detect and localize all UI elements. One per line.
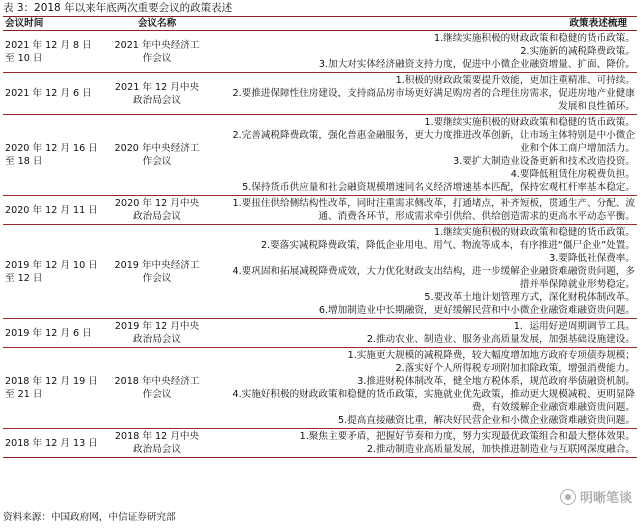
meeting-name-cell-line: 作会议: [142, 156, 172, 167]
policy-cell: [211, 225, 637, 319]
header-meeting-time: 会议时间: [3, 17, 103, 31]
meeting-date-cell-line: 2019 年 12 月 10 日: [5, 259, 98, 271]
meeting-name-cell-line: 2019 年 12 月中央: [114, 321, 200, 332]
meeting-date-cell: [3, 73, 103, 115]
table-header-row: [3, 17, 637, 31]
policy-cell-line: 2.落实好个人所得税专项附加扣除政策，增强消费能力。: [395, 363, 635, 374]
policy-cell-line: 1.实施更大规模的减税降费，较大幅度增加地方政府专项债券规模；: [347, 350, 635, 361]
meeting-name-cell: [103, 319, 211, 348]
policy-cell-line: 2.推动农业、制造业、服务业高质量发展，加强基础设施建设。: [366, 334, 635, 345]
watermark: [560, 487, 632, 506]
table-row: [3, 319, 637, 348]
policy-cell-line: 1.要继续实施积极的财政政策和稳健的货币政策。: [424, 117, 635, 128]
table-row: [3, 115, 637, 196]
policy-cell-line: 6.增加制造业中长期融资，更好缓解民营和中小微企业融资难融资贵问题。: [318, 305, 635, 316]
policy-cell-line: 1.继续实施积极的财政政策和稳健的货币政策。: [433, 227, 635, 238]
meeting-name-cell-line: 2018 年中央经济工: [114, 376, 200, 387]
meeting-date-cell: [3, 115, 103, 196]
meeting-date-cell-line: 2019 年 12 月 6 日: [5, 327, 92, 339]
meeting-name-cell: [103, 348, 211, 429]
meeting-name-cell-line: 政治局会议: [133, 211, 181, 222]
policy-cell-line: 1．运用好逆周期调节工具。: [513, 321, 635, 332]
meeting-name-cell-line: 2019 年中央经济工: [114, 259, 200, 271]
meeting-date-cell: [3, 429, 103, 458]
header-meeting-name: 会议名称: [103, 17, 211, 31]
header-policy-summary: 政策表述梳理: [211, 17, 637, 31]
meeting-date-cell-line: 2018 年 12 月 19 日: [5, 376, 98, 387]
meeting-name-cell: [103, 31, 211, 73]
table-row: [3, 31, 637, 73]
meeting-name-cell: [103, 225, 211, 319]
meeting-date-cell: [3, 31, 103, 73]
policy-cell-line: 1.积极的财政政策要提升效能，更加注重精准、可持续。: [395, 75, 635, 86]
meeting-date-cell-line: 至 12 日: [5, 272, 43, 284]
policy-cell: [211, 348, 637, 429]
meeting-name-cell-line: 作会议: [142, 52, 172, 64]
policy-cell-line: 业和个体工商户增加活力。: [519, 143, 635, 154]
meeting-name-cell-line: 政治局会议: [133, 444, 181, 455]
policy-cell-line: 2.要落实减税降费政策，降低企业用电、用气、物流等成本，有序推进“僵尸企业”处置。: [260, 240, 635, 251]
meeting-name-cell-line: 2021 年 12 月中央: [114, 81, 200, 93]
policy-cell-line: 费，有效缓解企业融资难融资贵问题。: [471, 402, 635, 413]
meeting-date-cell: [3, 196, 103, 225]
meeting-name-cell: [103, 196, 211, 225]
source-note: 资料来源：中国政府网，中信证券研究部: [3, 512, 176, 523]
meeting-name-cell-line: 政治局会议: [133, 334, 181, 345]
meeting-date-cell-line: 至 18 日: [5, 156, 43, 167]
meeting-name-cell-line: 2020 年中央经济工: [114, 143, 200, 154]
policy-cell-line: 5.提高直接融资比重，解决好民营企业和小微企业融资难融资贵问题。: [338, 415, 635, 426]
table-body: [3, 31, 637, 458]
meeting-date-cell-line: 2021 年 12 月 8 日: [5, 39, 92, 51]
policy-cell-line: 4.实施好积极的财政政策和稳健的货币政策，实施就业优先政策，推动更大规模减税、更明显降: [232, 389, 635, 400]
meeting-name-cell-line: 作会议: [142, 389, 172, 400]
meeting-date-cell: [3, 225, 103, 319]
policy-cell-line: 3.要降低社保费率。: [549, 253, 635, 264]
policy-cell-line: 5.保持货币供应量和社会融资规模增速同名义经济增速基本匹配，保持宏观杠杆率基本稳定。: [242, 182, 635, 193]
meeting-name-cell-line: 政治局会议: [133, 94, 181, 106]
table-row: [3, 73, 637, 115]
policy-cell: [211, 73, 637, 115]
policy-cell-line: 2.完善减税降费政策，强化普惠金融服务，更大力度推进改革创新，让市场主体特别是中小微企: [232, 130, 635, 141]
meeting-name-cell-line: 作会议: [142, 272, 172, 284]
policy-cell-line: 2.推动制造业高质量发展，加快推进制造业与互联网深度融合。: [366, 444, 635, 455]
policy-cell-line: 措并举保障就业形势稳定。: [519, 279, 635, 290]
policy-cell: [211, 31, 637, 73]
policy-cell-line: 4.要降低租赁住房税费负担。: [510, 169, 635, 180]
policy-cell-line: 3.加大对实体经济融资支持力度，促进中小微企业融资增量、扩面、降价。: [318, 59, 635, 70]
meeting-name-cell: [103, 115, 211, 196]
table-row: [3, 348, 637, 429]
meeting-name-cell: [103, 429, 211, 458]
table-caption: 表 3：2018 年以来年底两次重要会议的政策表述: [3, 2, 233, 14]
policy-cell-line: 通、消费各环节，形成需求牵引供给、供给创造需求的更高水平动态平衡。: [318, 211, 635, 222]
table-row: [3, 225, 637, 319]
meeting-date-cell-line: 2020 年 12 月 11 日: [5, 204, 98, 216]
policy-cell-line: 1.继续实施积极的财政政策和稳健的货币政策。: [433, 33, 635, 44]
policy-cell-line: 5.要改革土地计划管理方式，深化财税体制改革。: [424, 292, 635, 303]
table-row: [3, 429, 637, 458]
policy-table: [3, 16, 637, 458]
policy-cell-line: 3.要扩大制造业设备更新和技术改造投资。: [453, 156, 635, 167]
policy-cell: [211, 115, 637, 196]
meeting-date-cell-line: 2018 年 12 月 13 日: [5, 437, 98, 449]
policy-cell-line: 1.要扭住供给侧结构性改革，同时注重需求侧改革，打通堵点，补齐短板，贯通生产、分配、流: [232, 198, 635, 209]
policy-cell-line: 3.推进财税体制改革，健全地方税体系，规范政府举债融资机制。: [357, 376, 635, 387]
meeting-date-cell-line: 至 21 日: [5, 389, 43, 400]
meeting-date-cell-line: 2021 年 12 月 6 日: [5, 88, 92, 99]
policy-cell-line: 2.实施新的减税降费政策。: [520, 46, 635, 57]
meeting-name-cell: [103, 73, 211, 115]
meeting-date-cell-line: 2020 年 12 月 16 日: [5, 143, 98, 154]
table-row: [3, 196, 637, 225]
watermark-logo-icon: [560, 489, 576, 505]
policy-cell-line: 1.聚焦主要矛盾，把握好节奏和力度，努力实现最优政策组合和最大整体效果。: [299, 431, 635, 442]
policy-cell-line: 发展和良性循环。: [558, 101, 635, 112]
watermark-text: 明晰笔谈: [579, 491, 632, 506]
meeting-name-cell-line: 2020 年 12 月中央: [114, 198, 200, 209]
meeting-name-cell-line: 2018 年 12 月中央: [114, 431, 200, 442]
policy-cell: [211, 196, 637, 225]
policy-cell-line: 2.要推进保障性住房建设，支持商品房市场更好满足购房者的合理住房需求，促进房地产业健康: [232, 88, 635, 99]
meeting-date-cell: [3, 319, 103, 348]
meeting-date-cell: [3, 348, 103, 429]
policy-cell: [211, 429, 637, 458]
policy-cell-line: 4.要巩固和拓展减税降费成效，大力优化财政支出结构，进一步缓解企业融资难融资贵问题，多: [232, 266, 635, 277]
policy-cell: [211, 319, 637, 348]
meeting-name-cell-line: 2021 年中央经济工: [114, 39, 200, 51]
meeting-date-cell-line: 至 10 日: [5, 52, 43, 64]
